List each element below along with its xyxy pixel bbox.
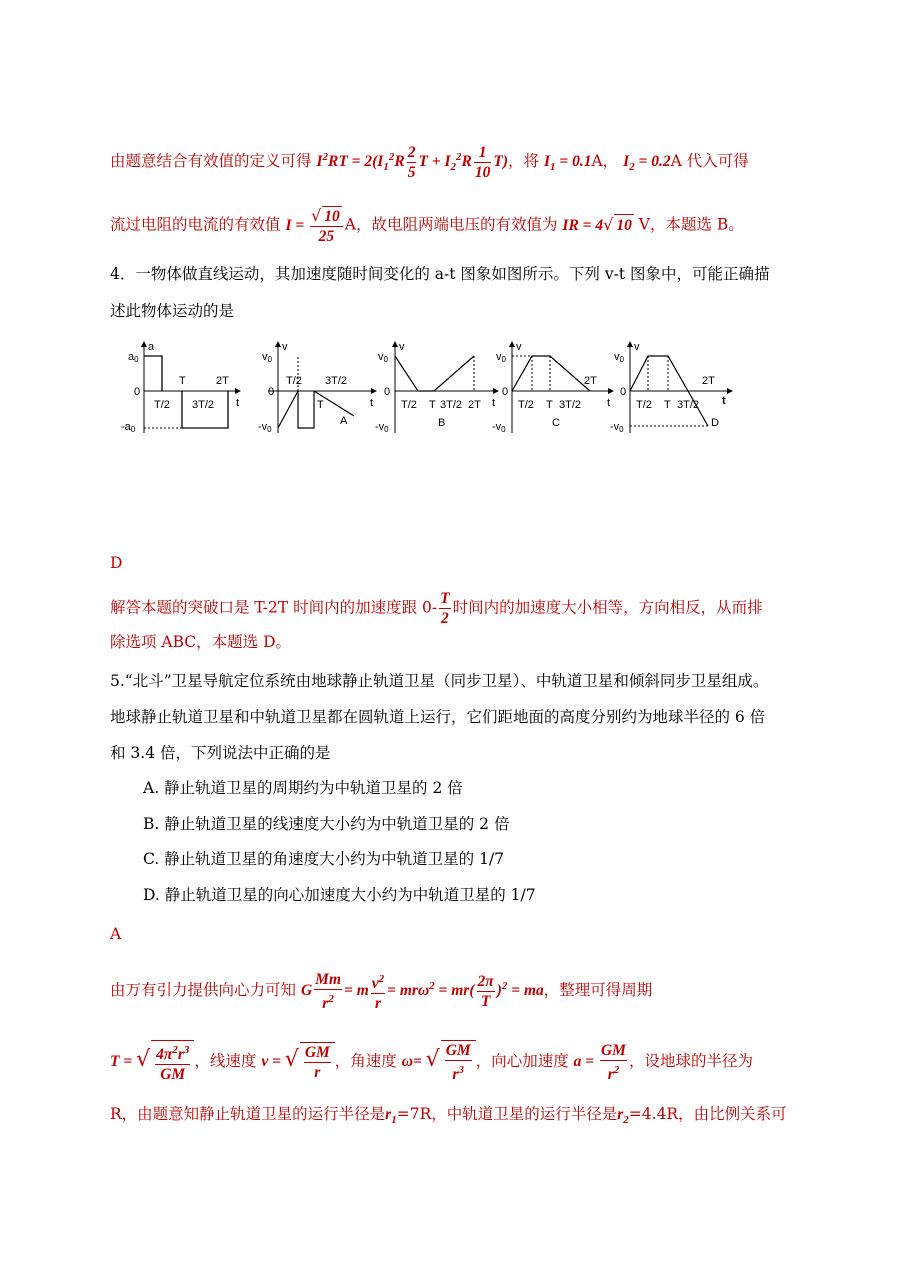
q4-expl-a: 解答本题的突破口是 T-2T 时间内的加速度跟 0-	[110, 598, 438, 617]
svg-text:3T/2: 3T/2	[440, 399, 463, 411]
svg-text:v0: v0	[614, 351, 624, 364]
svg-text:0: 0	[384, 386, 391, 398]
formula-r2: $r_2$	[617, 1106, 629, 1127]
q5-option-a: A. 静止轨道卫星的周期约为中轨道卫星的 2 倍	[143, 779, 463, 797]
graph-label-c: C	[552, 417, 560, 429]
svg-text:2T: 2T	[584, 375, 597, 387]
formula-angular-velocity: ω= √ $\frac{GM}{r^3}$	[402, 1053, 476, 1070]
svg-text:T/2: T/2	[636, 399, 652, 411]
svg-text:3T/2: 3T/2	[559, 399, 582, 411]
svg-text:v0: v0	[378, 351, 388, 364]
q5-option-b: B. 静止轨道卫星的线速度大小约为中轨道卫星的 2 倍	[143, 815, 510, 833]
graph-option-d	[610, 341, 732, 434]
svg-text:T/2: T/2	[518, 399, 534, 411]
q5-line2: 地球静止轨道卫星和中轨道卫星都在圆轨道上运行，它们距地面的高度分别约为地球半径的 6 倍	[110, 708, 766, 726]
sol3-text-c: A，	[591, 152, 619, 171]
q5-s2-b: ，角速度	[334, 1052, 397, 1071]
svg-text:a: a	[148, 341, 155, 353]
svg-text:-v0: -v0	[375, 421, 389, 434]
formula-linear-velocity: v = √ $\frac{GM}{r}$	[261, 1053, 334, 1070]
svg-text:v0: v0	[262, 351, 272, 364]
q5-option-c: C. 静止轨道卫星的角速度大小约为中轨道卫星的 1/7	[143, 850, 505, 868]
svg-text:T/2: T/2	[286, 375, 302, 387]
formula-centripetal-acceleration: a = $\frac{GM}{r^2}$	[573, 1042, 626, 1084]
svg-text:v: v	[399, 341, 405, 353]
svg-text:t: t	[370, 397, 374, 409]
svg-text:t: t	[722, 395, 726, 407]
q4-expl-b: 时间内的加速度大小相等，方向相反，从而排	[452, 598, 763, 617]
sol3-text-b: ，将	[508, 152, 540, 171]
svg-text:T: T	[429, 399, 436, 411]
svg-text:t: t	[236, 397, 240, 409]
formula-r1: $r_1$	[385, 1106, 397, 1127]
formula-gravity-centripetal: G $\frac{Mm}{r^2}$ = m $\frac{v^2}{r}$ = mrω$^2$ = mr( $\frac{2\pi}{T}$ )$^2$ = ma	[300, 971, 544, 1013]
q5-s2-a: ，线速度	[194, 1052, 257, 1071]
graph-option-c	[492, 341, 613, 434]
svg-text:-v0: -v0	[492, 421, 506, 434]
sol3-text-a: 由题意结合有效值的定义可得	[110, 152, 312, 171]
formula-period: T = √ $\frac{4\pi^2r^3}{GM}$	[110, 1053, 194, 1070]
q5-s2-c: ，向心加速度	[475, 1052, 569, 1071]
formula-effective-voltage: IR = 4√ 10	[562, 217, 633, 234]
svg-text:v0: v0	[496, 351, 506, 364]
q5-answer: A	[110, 925, 122, 943]
svg-text:2T: 2T	[468, 399, 481, 411]
q5-solution-line1	[110, 970, 652, 1013]
q5-s1-b: ，整理可得周期	[543, 981, 653, 1000]
svg-text:0: 0	[502, 386, 509, 398]
q5-s1-a: 由万有引力提供向心力可知	[110, 981, 297, 1000]
formula-t-half: $\frac{T}{2}$	[440, 590, 450, 627]
q5-solution-line2	[110, 1040, 753, 1084]
svg-text:0: 0	[134, 386, 141, 398]
formula-effective-definition: $I^2RT = 2(I_1^2R$ $\frac{2}{5}$ $T + I_2^2R$ $\frac{1}{10}$ T)	[316, 144, 509, 181]
q4-explanation-line1	[110, 589, 763, 628]
svg-text:0: 0	[268, 386, 275, 398]
formula-effective-current: I = $\frac{√ 10}{25}$	[285, 217, 344, 234]
q5-solution-line3	[110, 1103, 787, 1131]
sol3-line1	[110, 143, 749, 182]
q4-line1: 4．一物体做直线运动，其加速度随时间变化的 a-t 图象如图所示。下列 v-t 图象中，可能正确描	[110, 265, 770, 283]
graph-label-b: B	[438, 417, 446, 429]
sol3-text-e: 流过电阻的电流的有效值	[110, 215, 281, 234]
sol3-text-g: V，本题选 B。	[638, 215, 744, 234]
svg-text:-v0: -v0	[258, 421, 272, 434]
svg-text:2T: 2T	[702, 375, 715, 387]
svg-text:2T: 2T	[216, 375, 229, 387]
q5-s3-a: R，由题意知静止轨道卫星的运行半径是	[110, 1105, 386, 1123]
graph-option-b	[375, 341, 498, 434]
sol3-line2	[110, 206, 744, 246]
q4-graphs-figure	[118, 338, 738, 438]
q4-answer: D	[110, 554, 123, 572]
svg-text:T: T	[546, 399, 553, 411]
q5-s3-c: =4.4R，由比例关系可	[628, 1105, 787, 1123]
svg-text:3T/2: 3T/2	[192, 399, 215, 411]
svg-text:0: 0	[620, 386, 627, 398]
q5-s2-d: ，设地球的半径为	[628, 1052, 753, 1071]
svg-text:T: T	[317, 399, 324, 411]
svg-text:3T/2: 3T/2	[677, 399, 700, 411]
formula-i1: $I_1 = 0.1$	[543, 153, 592, 174]
svg-text:t: t	[492, 397, 496, 409]
svg-text:v: v	[516, 341, 522, 353]
q4-explanation-line2: 除选项 ABC，本题选 D。	[110, 633, 292, 651]
svg-text:T/2: T/2	[401, 399, 417, 411]
svg-text:v: v	[634, 341, 640, 353]
q5-line3: 和 3.4 倍，下列说法中正确的是	[110, 744, 331, 762]
svg-text:T/2: T/2	[154, 399, 170, 411]
q5-option-d: D. 静止轨道卫星的向心加速度大小约为中轨道卫星的 1/7	[143, 886, 536, 904]
svg-text:t: t	[607, 397, 611, 409]
svg-text:-a0: -a0	[121, 421, 136, 434]
svg-text:v: v	[282, 341, 288, 353]
sol3-text-f: A，故电阻两端电压的有效值为	[344, 215, 558, 234]
formula-i2: $I_2 = 0.2$	[623, 153, 671, 174]
sol3-text-d: A 代入可得	[670, 152, 749, 171]
svg-text:T: T	[179, 375, 186, 387]
svg-text:-v0: -v0	[610, 421, 624, 434]
q4-line2: 述此物体运动的是	[110, 302, 235, 320]
svg-text:T: T	[664, 399, 671, 411]
q5-s3-b: =7R，中轨道卫星的运行半径是	[396, 1105, 618, 1123]
graph-label-d: D	[711, 417, 719, 429]
q5-line1: 5.“北斗”卫星导航定位系统由地球静止轨道卫星（同步卫星）、中轨道卫星和倾斜同步卫星组成。	[110, 672, 769, 690]
graph-a-t	[121, 341, 240, 434]
graph-option-a	[258, 341, 376, 434]
svg-text:3T/2: 3T/2	[325, 375, 348, 387]
graph-label-a: A	[340, 415, 348, 427]
svg-text:a0: a0	[128, 351, 139, 364]
